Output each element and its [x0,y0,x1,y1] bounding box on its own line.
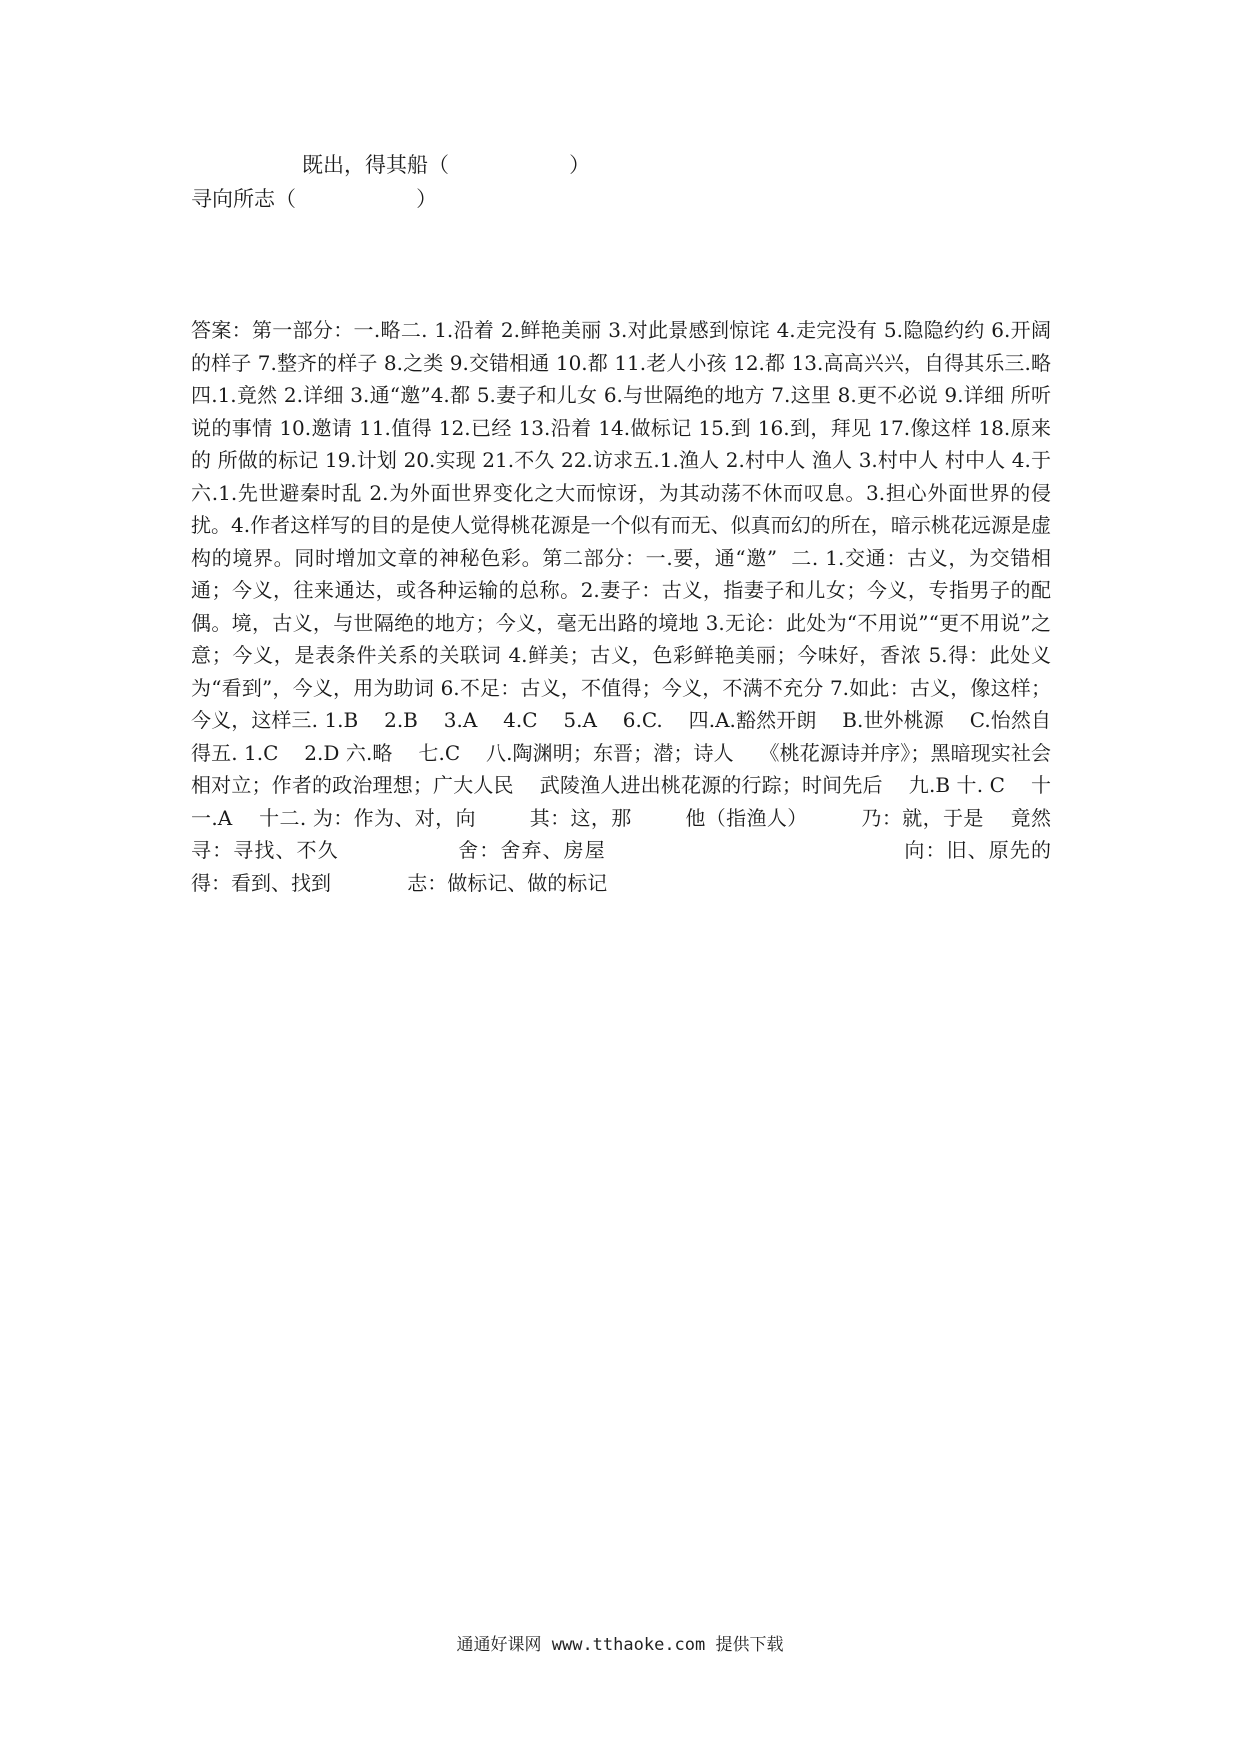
answer-text: 答案：第一部分：一.略二. 1.沿着 2.鲜艳美丽 3.对此景感到惊诧 4.走完没有 5.隐隐约约 6.开阔的样子 7.整齐的样子 8.之类 9.交错相通 10.都 11.老人小孩 12.都 13.高高兴兴，自得其乐三.略四.1.竟然 2.详细 3.通“邀”4.都 5.妻子和儿女 6.与世隔绝的地方 7.这里 8.更不必说 9.详细 所听说的事情 10.邀请 11.值得 12.已经 13.沿着 14.做标记 15.到 16.到，拜见 17.像这样 18.原来的 所做的标记 19.计划 20.实现 21.不久 22.访求五.1.渔人 2.村中人 渔人 3.村中人 村中人 4.于六.1.先世避秦时乱 2.为外面世界变化之大而惊讶，为其动荡不休而叹息。3.担心外面世界的侵扰。4.作者这样写的目的是使人觉得桃花源是一个似有而无、似真而幻的所在，暗示桃花远源是虚构的境界。同时增加文章的神秘色彩。第二部分：一.要，通“邀” 二. 1.交通：古义，为交错相通；今义，往来通达，或各种运输的总称。2.妻子：古义，指妻子和儿女；今义，专指男子的配偶。境，古义，与世隔绝的地方；今义，毫无出路的境地 3.无论：此处为“不用说”“更不用说”之意；今义，是表条件关系的关联词 4.鲜美；古义，色彩鲜艳美丽；今味好，香浓 5.得：此处义为“看到”，今义，用为助词 6.不足：古义，不值得；今义，不满不充分 7.如此：古义，像这样；今义，这样三. 1.B 2.B 3.A 4.C 5.A 6.C. 四.A.豁然开朗 B.世外桃源 C.怡然自得五. 1.C 2.D 六.略 七.C 八.陶渊明；东晋；潜；诗人 《桃花源诗并序》；黑暗现实社会相对立；作者的政治理想；广大人民 武陵渔人进出桃花源的行踪；时间先后 九.B 十. C 十一.A 十二. 为：作为、对，向 其：这，那 他（指渔人） 乃：就，于是 竟然 寻：寻找、不久 舍：舍弃、房屋 向：旧、原先的 得：看到、找到 志：做标记、做的标记 [191,318,1179,895]
answer-section [191,314,1179,899]
question-line-ship: 既出，得其船（ ） [302,153,591,177]
question-line-mark: 寻向所志（ ） [191,187,438,211]
footer-download-note: 通通好课网 www.tthaoke.com 提供下载 [456,1635,784,1655]
